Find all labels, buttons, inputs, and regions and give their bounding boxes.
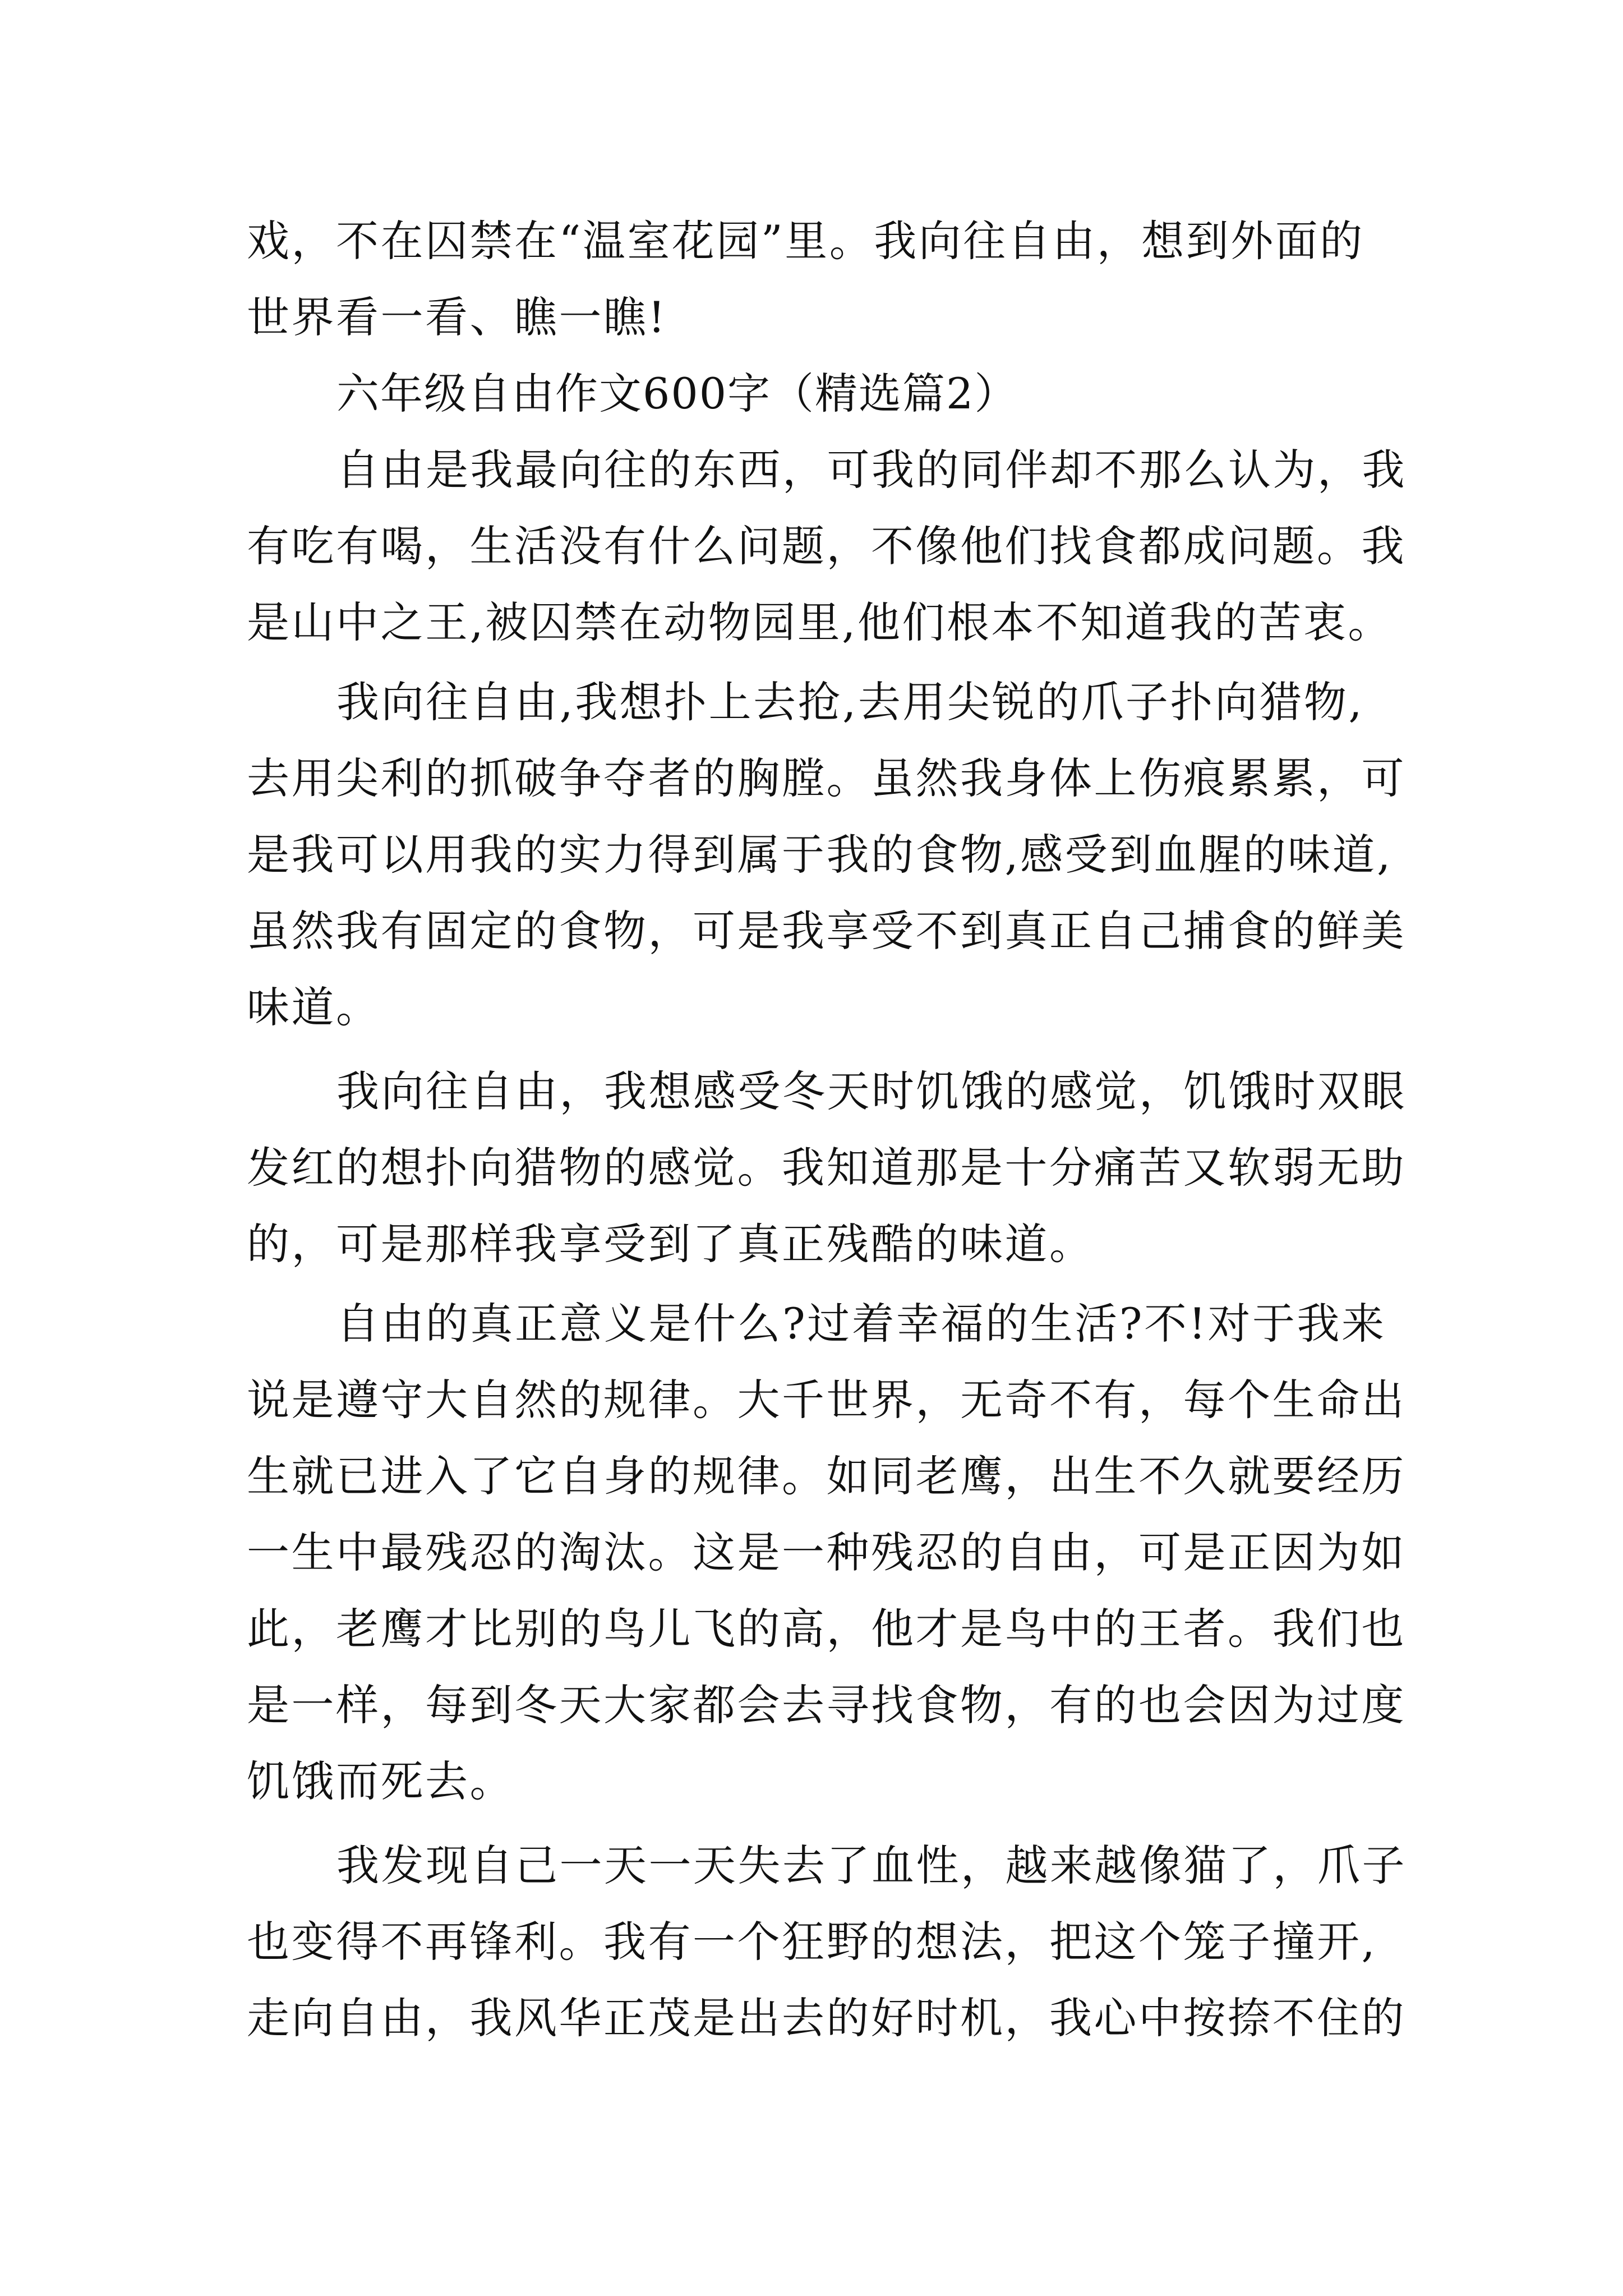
text-line: 一生中最残忍的淘汰。这是一种残忍的自由，可是正因为如 bbox=[247, 1527, 1406, 1577]
text-line: 戏，不在囚禁在“温室花园”里。我向往自由，想到外面的 bbox=[247, 216, 1364, 266]
paragraph bbox=[247, 432, 1407, 661]
text-line: 饥饿而死去。 bbox=[247, 1756, 514, 1806]
paragraph-continued bbox=[247, 203, 1387, 356]
text-line: 的，可是那样我享受到了真正残酷的味道。 bbox=[247, 1219, 1094, 1269]
text-line: 自由的真正意义是什么?过着幸福的生活?不!对于我来 bbox=[336, 1299, 1386, 1349]
section-heading bbox=[247, 356, 1387, 432]
text-line: 有吃有喝，生活没有什么问题，不像他们找食都成问题。我 bbox=[247, 521, 1406, 571]
text-line: 虽然我有固定的食物，可是我享受不到真正自己捕食的鲜美 bbox=[247, 906, 1406, 956]
text-line: 走向自由，我风华正茂是出去的好时机，我心中按捺不住的 bbox=[247, 1993, 1406, 2043]
text-line: 自由是我最向往的东西，可我的同伴却不那么认为，我 bbox=[336, 445, 1407, 495]
text-line: 生就已进入了它自身的规律。如同老鹰，出生不久就要经历 bbox=[247, 1451, 1406, 1501]
body-text bbox=[247, 203, 1407, 2056]
paragraph bbox=[247, 1828, 1407, 2056]
text-line: 此，老鹰才比别的鸟儿飞的高，他才是鸟中的王者。我们也 bbox=[247, 1604, 1406, 1654]
text-line: 是我可以用我的实力得到属于我的食物,感受到血腥的味道, bbox=[247, 830, 1393, 880]
text-line: 我向往自由,我想扑上去抢,去用尖锐的爪子扑向猎物, bbox=[336, 677, 1364, 727]
text-line: 去用尖利的抓破争夺者的胸膛。虽然我身体上伤痕累累，可 bbox=[247, 753, 1406, 803]
section-heading-text: 六年级自由作文600字（精选篇2） bbox=[336, 369, 1018, 418]
paragraph bbox=[247, 1053, 1407, 1282]
paragraph bbox=[247, 1286, 1406, 1820]
text-line: 我发现自己一天一天失去了血性，越来越像猫了，爪子 bbox=[336, 1841, 1407, 1890]
paragraph bbox=[247, 664, 1406, 1046]
text-line: 发红的想扑向猎物的感觉。我知道那是十分痛苦又软弱无助 bbox=[247, 1143, 1406, 1193]
text-line: 也变得不再锋利。我有一个狂野的想法，把这个笼子撞开, bbox=[247, 1917, 1377, 1967]
text-line: 味道。 bbox=[247, 982, 381, 1032]
text-line: 世界看一看、瞧一瞧! bbox=[247, 292, 667, 342]
text-line: 说是遵守大自然的规律。大千世界，无奇不有，每个生命出 bbox=[247, 1375, 1406, 1425]
text-line: 是山中之王,被囚禁在动物园里,他们根本不知道我的苦衷。 bbox=[247, 597, 1393, 647]
text-line: 是一样，每到冬天大家都会去寻找食物，有的也会因为过度 bbox=[247, 1680, 1406, 1730]
text-line: 我向往自由，我想感受冬天时饥饿的感觉，饥饿时双眼 bbox=[336, 1066, 1407, 1116]
